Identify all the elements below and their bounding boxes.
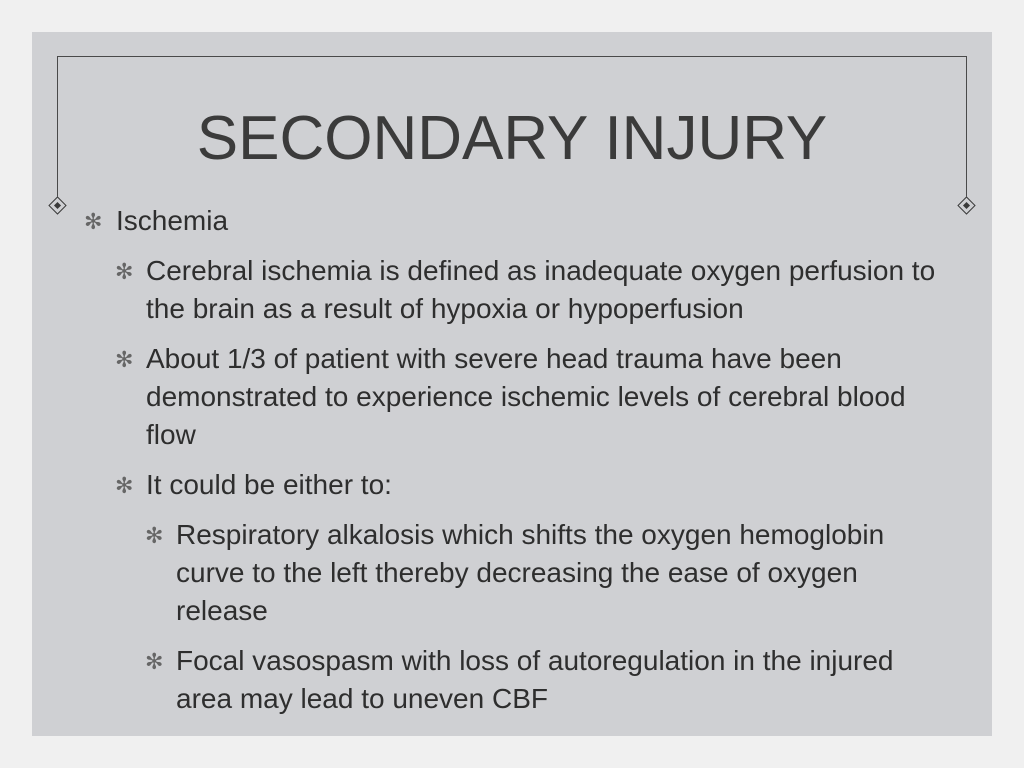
bullet-star-icon: ✻ bbox=[115, 259, 134, 284]
bullet-list bbox=[84, 202, 944, 718]
slide bbox=[32, 32, 992, 736]
bullet-text: Cerebral ischemia is defined as inadequate oxygen perfusion to the brain as a result of hypoxia or hypoperfusion bbox=[146, 255, 936, 324]
bullet-star-icon: ✻ bbox=[115, 347, 134, 372]
bullet-item bbox=[84, 642, 944, 718]
bullet-item bbox=[84, 340, 944, 454]
bullet-item bbox=[84, 466, 944, 504]
diamond-ornament-right-icon bbox=[957, 196, 975, 214]
bullet-text: It could be either to: bbox=[146, 469, 392, 500]
frame-top-line bbox=[57, 56, 967, 57]
bullet-text: Respiratory alkalosis which shifts the oxygen hemoglobin curve to the left thereby decreasing the ease of oxygen release bbox=[176, 519, 885, 626]
bullet-item bbox=[84, 202, 944, 240]
diamond-ornament-left-icon bbox=[48, 196, 66, 214]
bullet-text: Ischemia bbox=[116, 205, 229, 236]
slide-title: SECONDARY INJURY bbox=[196, 104, 828, 173]
bullet-star-icon: ✻ bbox=[145, 649, 164, 674]
bullet-star-icon: ✻ bbox=[115, 473, 134, 498]
bullet-text: Focal vasospasm with loss of autoregulation in the injured area may lead to uneven CBF bbox=[176, 645, 894, 714]
bullet-star-icon: ✻ bbox=[145, 523, 164, 548]
bullet-item bbox=[84, 516, 944, 630]
bullet-item bbox=[84, 252, 944, 328]
bullet-star-icon: ✻ bbox=[84, 209, 103, 234]
bullet-text: About 1/3 of patient with severe head trauma have been demonstrated to experience ischemic levels of cerebral blood flow bbox=[146, 343, 906, 450]
